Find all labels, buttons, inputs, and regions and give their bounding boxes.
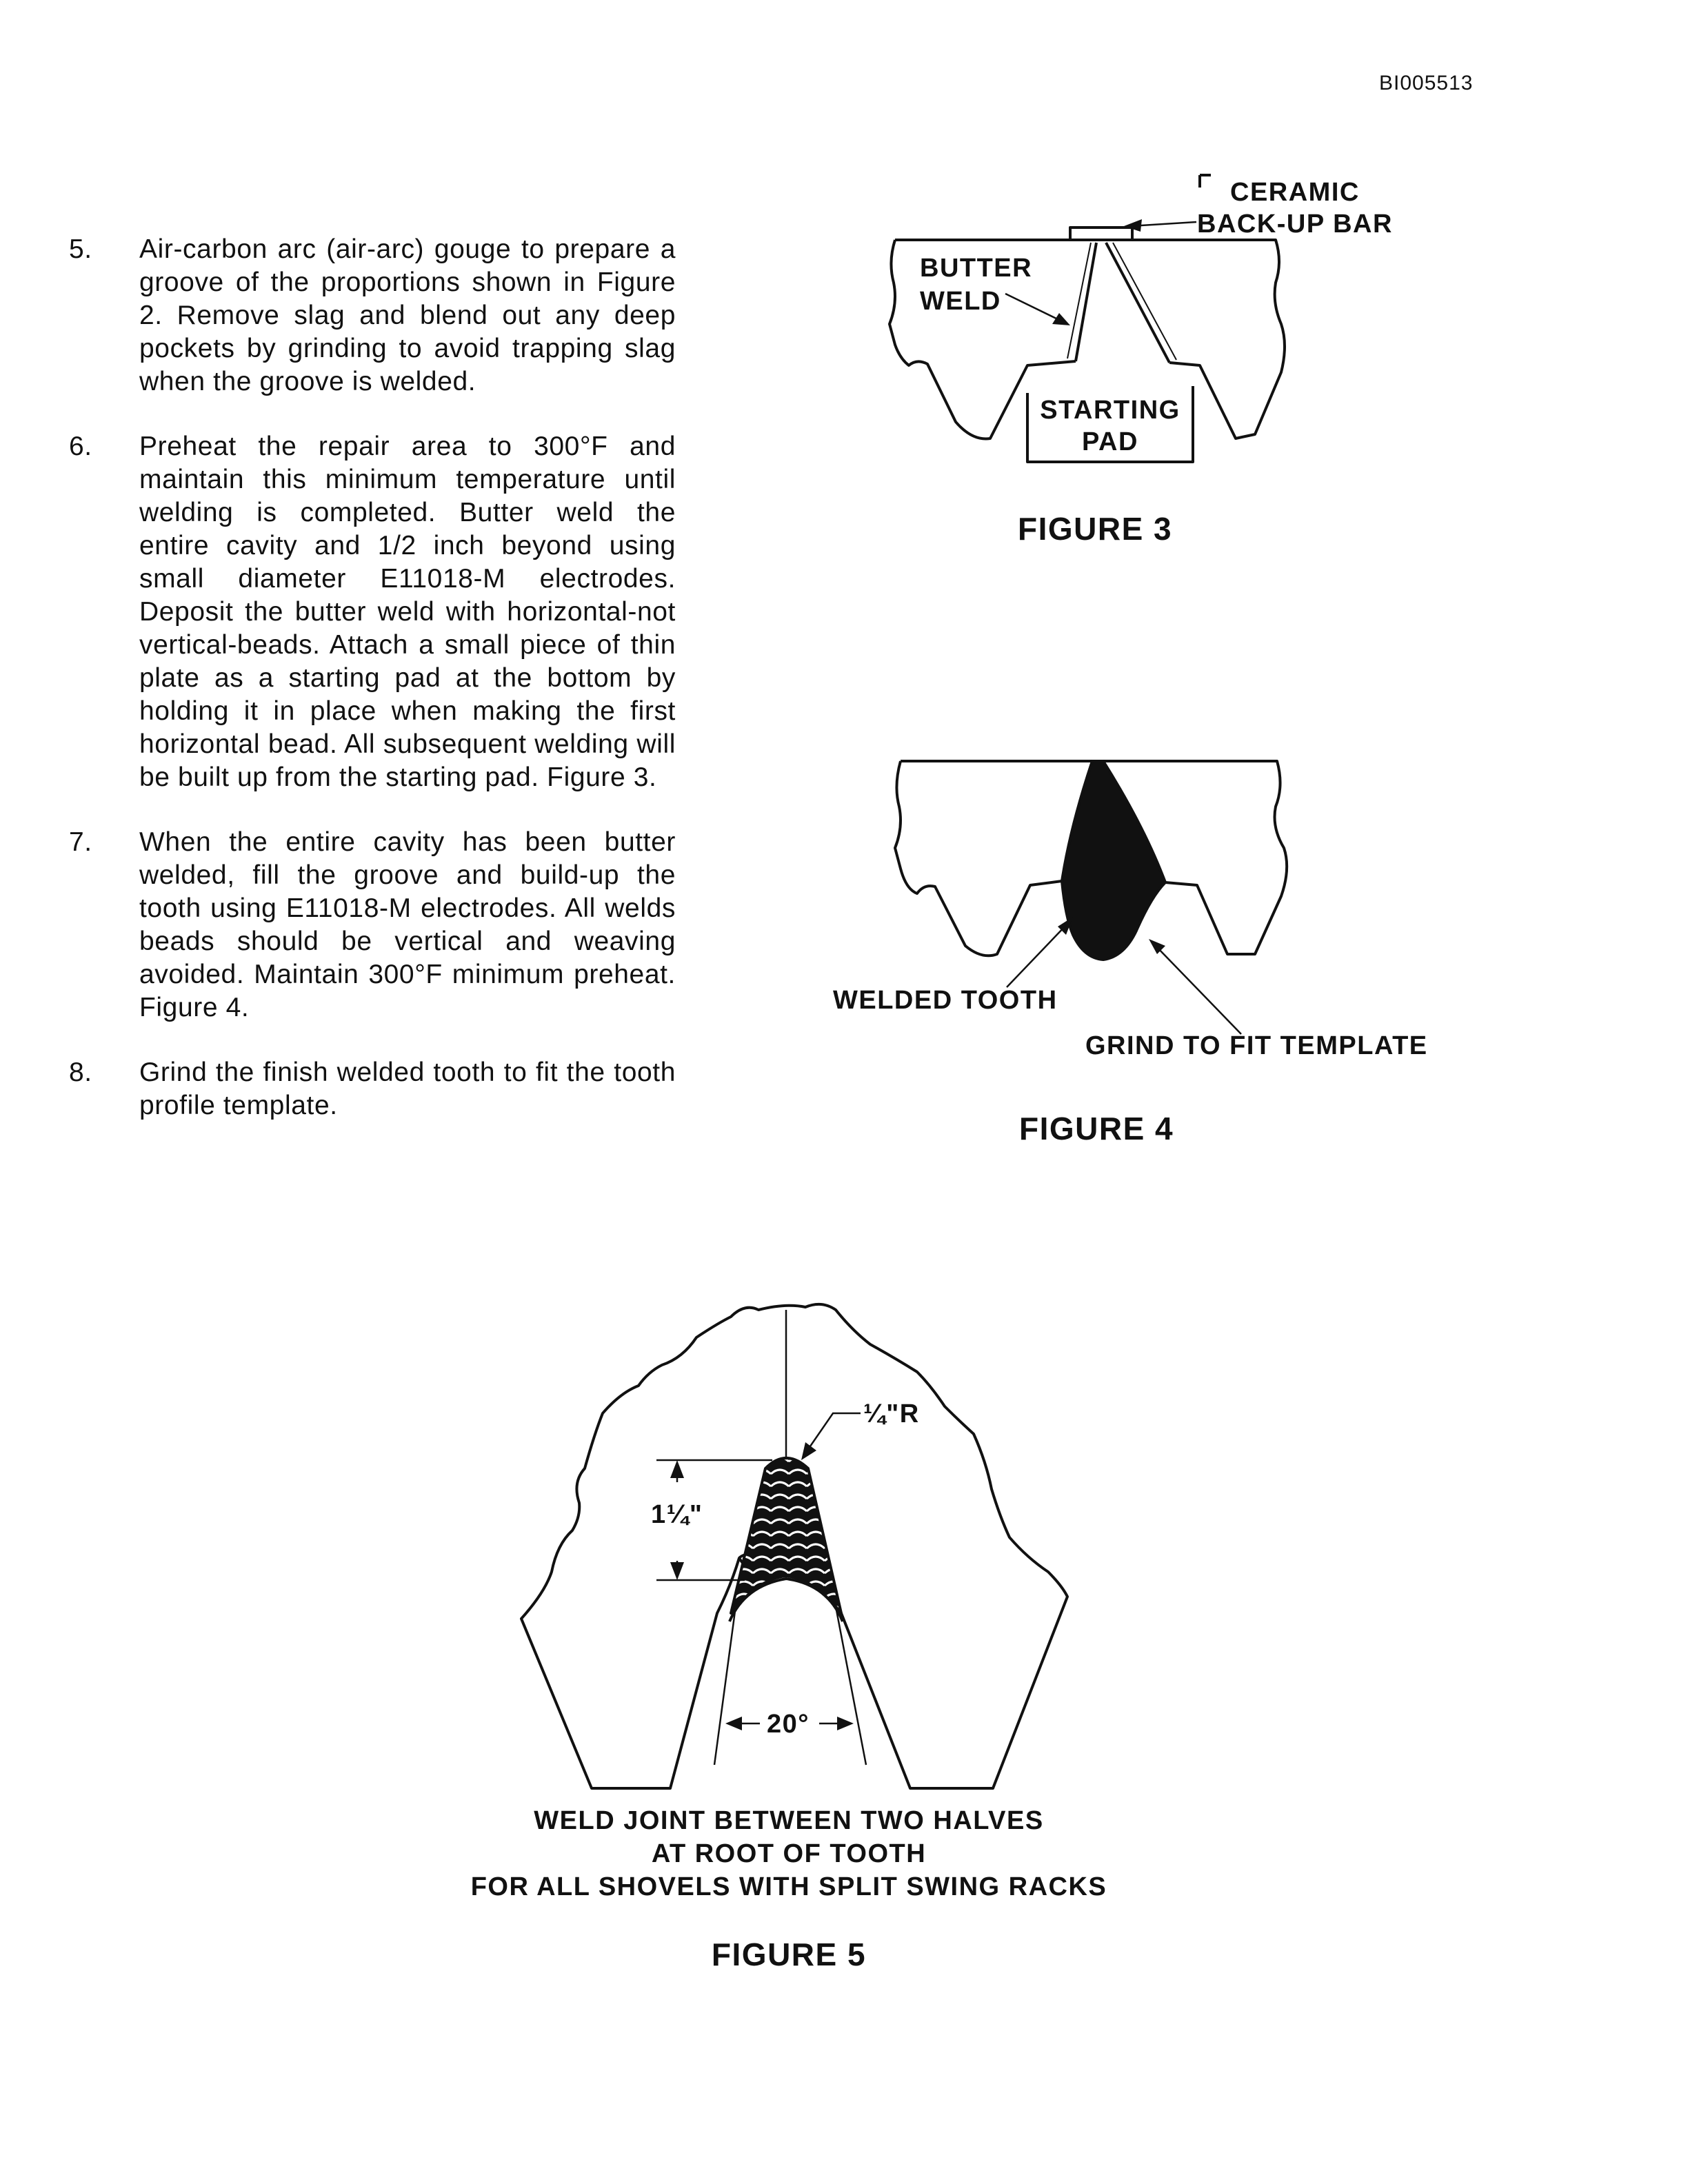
- angle-label: 20°: [767, 1710, 810, 1739]
- grind-template-label: GRIND TO FIT TEMPLATE: [1085, 1031, 1428, 1060]
- ceramic-label-line1: CERAMIC: [1230, 178, 1360, 207]
- step-6: [69, 430, 676, 794]
- procedure-steps: [69, 233, 676, 1154]
- step-text: Grind the finish welded tooth to fit the tooth profile template.: [139, 1058, 676, 1120]
- figure-5-caption-line2: AT ROOT OF TOOTH: [651, 1839, 927, 1868]
- figure-3-title: FIGURE 3: [1018, 511, 1173, 547]
- step-text: When the entire cavity has been butter welded, fill the groove and build-up the tooth using E11018-M electrodes. All welds beads should be vertical and weaving avoided. Maintain 300°F minimum preheat. Figure 4.: [139, 827, 676, 1022]
- butter-weld-label-line2: WELD: [920, 287, 1001, 316]
- ceramic-label-line2: BACK-UP BAR: [1197, 210, 1393, 239]
- step-text: Preheat the repair area to 300°F and maintain this minimum temperature until welding is completed. Butter weld the entire cavity and 1/2 inch beyond using small diameter E11018-M electrodes. Deposit the butter weld with horizontal-not vertical-beads. Attach a small piece of thin plate as a starting pad at the bottom by holding it in place when making the first horizontal bead. All subsequent welding will be built up from the starting pad. Figure 3.: [139, 432, 676, 792]
- welded-tooth-label: WELDED TOOTH: [833, 986, 1058, 1015]
- step-7: [69, 826, 676, 1024]
- step-number: 8.: [69, 1058, 92, 1087]
- figure-5-caption-line3: FOR ALL SHOVELS WITH SPLIT SWING RACKS: [470, 1872, 1107, 1901]
- radius-label: ¼"R: [863, 1399, 920, 1428]
- figure-4-title: FIGURE 4: [1019, 1111, 1174, 1146]
- starting-pad-label-line2: PAD: [1082, 427, 1138, 456]
- step-number: 5.: [69, 234, 92, 264]
- step-number: 7.: [69, 827, 92, 857]
- figure-5-title: FIGURE 5: [711, 1937, 867, 1972]
- butter-weld-label-line1: BUTTER: [920, 254, 1033, 283]
- figure-5-caption-line1: WELD JOINT BETWEEN TWO HALVES: [534, 1806, 1044, 1835]
- step-8: [69, 1056, 676, 1122]
- step-text: Air-carbon arc (air-arc) gouge to prepare a groove of the proportions shown in Figure 2. Remove slag and blend out any deep pockets by grinding to avoid trapping slag when the groove is welded.: [139, 234, 676, 396]
- step-number: 6.: [69, 432, 92, 461]
- step-5: [69, 233, 676, 398]
- height-dimension-label: 1¼": [651, 1500, 703, 1529]
- starting-pad-label-line1: STARTING: [1040, 396, 1180, 425]
- document-id: BI005513: [1379, 72, 1474, 94]
